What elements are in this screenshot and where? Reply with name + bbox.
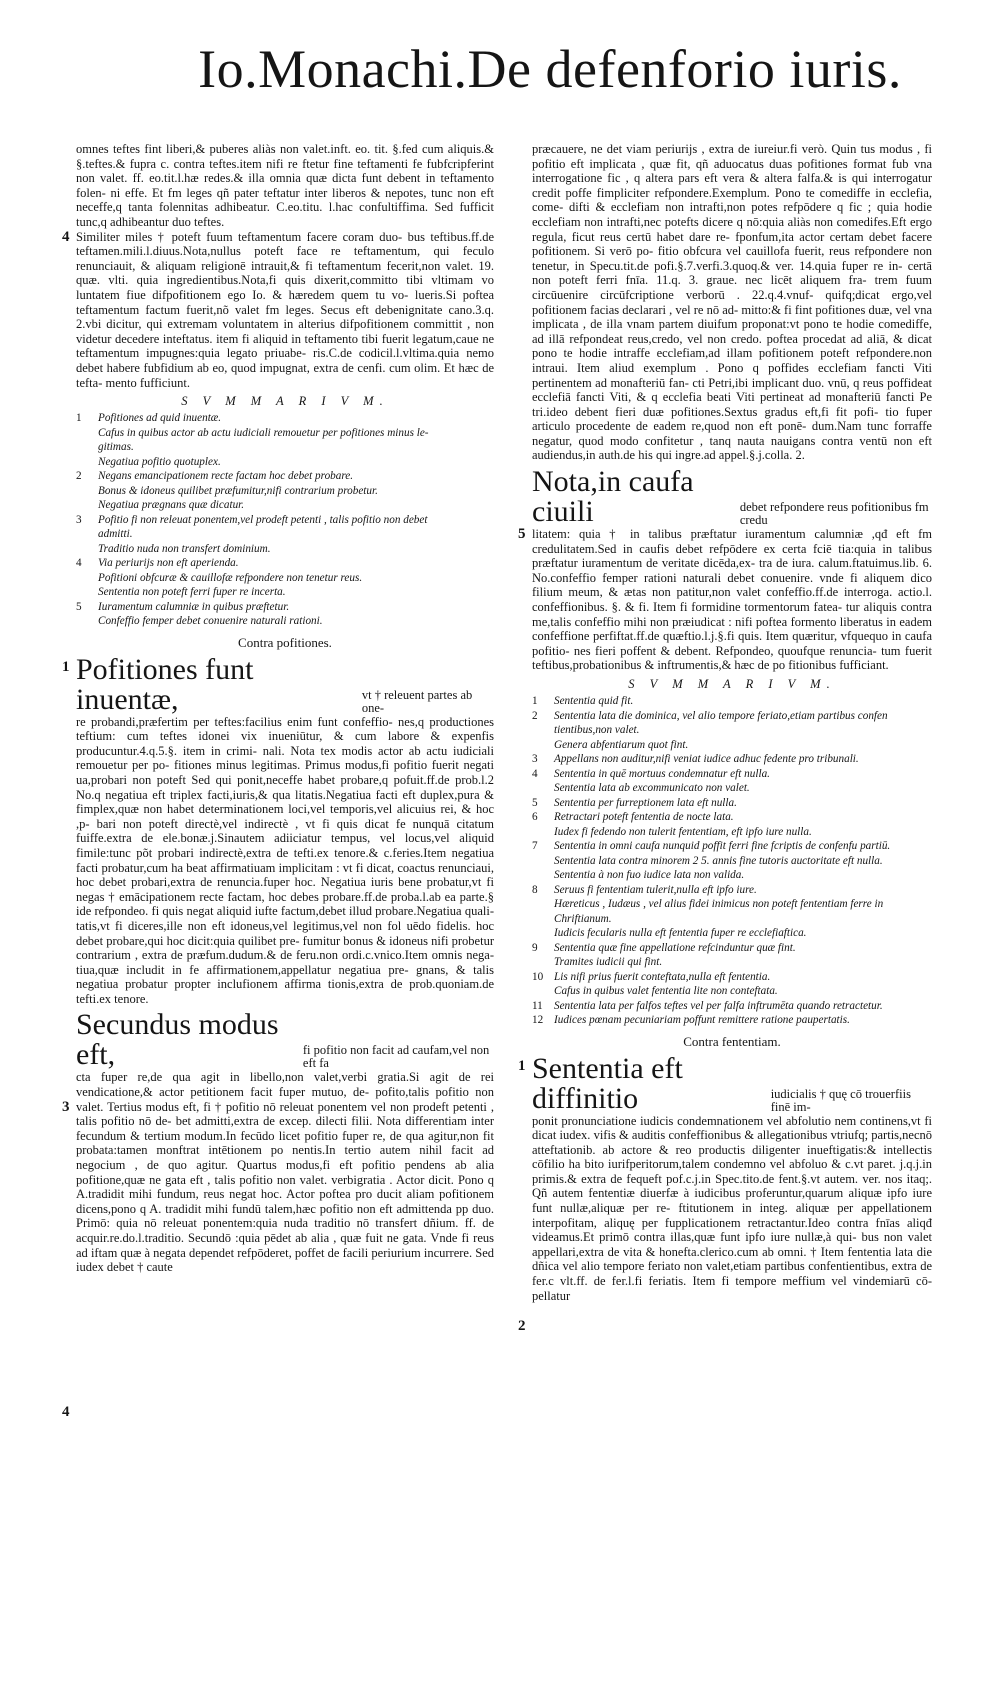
right-paragraph-1: præcauere, ne det viam periurijs , extra de iureiur.fi verò. Quin tus modus , fi pofitio eft implicata , quæ fit, qñ aduocatus duas pofitiones format fub vna interrogatione fic , q altera pars eft vera & altera falfa.& is qui interrogatur credit poffe fimpliciter refpondere.Exemplum. Pono te comediffe in ecclefia, come- difti & ecclefiam non intrafti,non potes refpōdere q fic ; quia hodie ecclefiam non intrafti,nec potefts dicere q nō:quia aliàs non comedifes.Eft ergo regula, ficut reus certū habet dare re- fponfum,ita actor certam debet facere pofitionem. Si verō po- fitio obfcura vel cauillofa fuerit, reus refpondere non tenetur, in Specu.tit.de pofi.§.7.verfi.3.quoq.& ver. 14.quia fuper re in- certā non poteft ferri fnīa. 11.q. 3. graue. nec licēt aliquem fra- trem fuum circūuenire circūfcriptione verborū . 22.q.4.vnuf- quifq;dicat ergo,vel pofitionem facias declarari , vel re nō ad- mitto:& fi fint pofitiones duæ, vel vna implicata , de illa vnam partem diuifum proponat:vt pono te hodie comediffe, ad illā refpondeat reus,credo, vel non credo. poftea procedat ad aliā, & dicat pono te hodie intraffe ecclefiam,ad illam pofitionem poteft refpondere.non intraui. Item aliud exemplum . Pono q poffides ecclefiam fancti Viti pertinentem ad monafteriū fan- cti Petri,ibi implicant duo. vnū, q reus poffideat ecclefiā fancti Viti, & q ecclefia beati Viti pertineat ad monafteriū fancti Pe tri.ideo debent fieri duæ pofitiones.Sextus gradus eft,fi fit pofi- tio fuper articulo procedente de eadem re,quod non eft ponē- dum.Nam tunc forraffe negatur, quod modo confitetur , tanq nauta nauigans contra ventū non eft audiendus,in auth.de his qui ingre.ad appel.§.j.colla. 2. bbox=[532, 142, 932, 463]
list-item: 2 Negans emancipationem recte factam hoc debet probare. bbox=[76, 470, 354, 483]
list-item: Sententia à non fuo iudice lata non valida. bbox=[554, 869, 745, 881]
margin-number: 5 bbox=[518, 526, 526, 543]
heading-side-text: vt † releuent partes ab one- bbox=[361, 687, 473, 715]
list-item: Iudicis fecularis nulla eft fententia fuper re ecclefiaftica. bbox=[554, 927, 807, 939]
big-heading-secundus: Secundus modus eft, bbox=[76, 1008, 279, 1072]
list-item: Pofitioni obfcuræ & cauillofæ refpondere non tenetur reus. bbox=[98, 571, 363, 584]
list-item: Sententia lata contra minorem 2 5. annis fine tutoris auctoritate eft nulla. bbox=[554, 854, 883, 867]
list-item: 5 Sententia per furreptionem lata eft nulla. bbox=[532, 796, 737, 809]
margin-number: 3 bbox=[62, 1099, 70, 1116]
list-item: Bonus & idoneus quilibet præfumitur,nifi contrarium probetur. bbox=[98, 484, 378, 497]
list-item: 7 Sententia in omni caufa nunquid poffit ferri fine fcriptis de confenfu partiū. bbox=[532, 840, 891, 852]
left-paragraph-1: omnes teftes fint liberi,& puberes aliàs non valet.inft. eo. tit. §.fed cum aliquis.& §.teftes.& fupra c. contra teftes.item nifi re ftetur fine teftamenti fe fubfcripferint non valet. ff. eo.tit.l.hæ redes.& illa omnia quæ dicta funt debent in teftamento folen- ni effe. Et fm leges qñ pater teftatur inter liberos & nepotes, tunc non eft neceffe,q tanta folennitas adhibeatur. C.eo.titu. l.hac confultiffima. Sed fufficit tunc,q adhibeantur duo teftes. bbox=[76, 142, 494, 229]
list-item: Sententia non poteft ferri fuper re incerta. bbox=[98, 586, 286, 599]
list-item: Negatiua pofitio quotuplex. bbox=[98, 455, 221, 468]
list-item: Genera abfentiarum quot fint. bbox=[554, 738, 689, 751]
left-paragraph-4 bbox=[62, 1070, 494, 1421]
heading-side-text: fi pofitio non facit ad caufam,vel non eft fa bbox=[302, 1043, 490, 1071]
summarium-list-left bbox=[76, 411, 494, 629]
list-item: 3 Appellans non auditur,nifi veniat iudice adhuc fedente pro tribunali. bbox=[532, 753, 859, 765]
page-title: Io.Monachi.De defenforio iuris. bbox=[198, 39, 902, 99]
list-item: Cafus in quibus actor ab actu iudiciali remouetur per pofitiones minus le- bbox=[98, 426, 429, 439]
list-item: tientibus,non valet. bbox=[554, 724, 640, 736]
list-item: Sententia lata ab excommunicato non valet. bbox=[554, 782, 750, 794]
list-item: 8 Seruus fi fententiam tulerit,nulla eft ipfo iure. bbox=[532, 883, 757, 896]
list-item: 1 Sententia quid fit. bbox=[532, 695, 634, 707]
big-heading-positiones: Pofitiones funt inuentæ, bbox=[76, 652, 254, 716]
list-item: Iudex fi fedendo non tulerit fententiam, eft ipfo iure nulla. bbox=[554, 825, 812, 838]
list-item: 10 Lis nifi prius fuerit conteftata,nulla eft fententia. bbox=[532, 970, 771, 983]
right-column bbox=[518, 142, 932, 1682]
left-paragraph-2 bbox=[62, 228, 494, 391]
list-item: 6 Retractari poteft fententia de nocte lata. bbox=[532, 811, 734, 823]
big-initial-heading bbox=[76, 1010, 494, 1070]
list-item: admitti. bbox=[98, 528, 133, 541]
margin-number: 2 bbox=[518, 1317, 526, 1334]
list-item: Tramites iudicii qui fint. bbox=[554, 956, 663, 968]
summarium-heading-right: S V M M A R I V M. bbox=[628, 677, 836, 691]
right-paragraph-2 bbox=[518, 526, 932, 673]
section-heading-contra-sententiam: Contra fententiam. bbox=[683, 1033, 781, 1049]
right-paragraph-3-text: ponit pronunciatione iudicis condemnationem vel abfolutio nem continens,vt fi dicat iudex. vifis & auditis confeffionibus & allegationibus vtriufq; partis,necnō atteftationib. ab actore & reo productis diligenter inueftigatis:& intellectis cōfilio ha bito iurifperitorum,talem condemno vel abfoluo & c.vt paret. j.q.j.in primis.& extra de fequeft pof.c.j.in Spec.tito.de fent.§.vt autem. ver. nos itaq;. Qñ autem fententiæ diuerfæ à iudicibus proferuntur,quarum aliquæ ipfo iure funt nullæ,aliquæ per re- ftitutionem in integ. aliquæ per appellationem interpofitam, aliquę per fupplicationem retractantur.Ideo contra fnīas aliqđ videamus.Et primō contra illas,quæ funt ipfo iure nullæ,à qui- bus non valet appellari,extra de vita & honefta.clerico.cum ab omni. † Item fententia lata die dñica vel alio tempore feriato non valet,etiam partibus confentientibus, extra de fer.c vlt.ff. de fer.l.fi feriatis. Item fi tempore meffium vel vindemiarū cō- pellatur bbox=[532, 1113, 932, 1303]
margin-number: 4 bbox=[62, 1404, 70, 1421]
list-item: 1 Pofitiones ad quid inuentæ. bbox=[76, 412, 222, 425]
left-column bbox=[62, 142, 494, 1652]
list-item: Hæreticus , Iudæus , vel alius fidei inimicus non poteft fententiam ferre in bbox=[554, 898, 884, 910]
margin-number: 1 bbox=[62, 658, 70, 675]
right-paragraph-2-text: litatem: quia † in talibus præftatur iuramentum calumniæ ,qđ eft fm credulitatem.Sed in caufis debet refpōdere ex certa fciē tia:quia in talibus præftatur iuramentum de veritate dicēda,ex- tra de iura. calum.ftatuimus.lib. 6. No.confeffio femper rationi naturali debet conuenire. vnde fi aliquem dico filium meum, & ætas non patitur,non valet confeffio.ff.de interroga. actio.l. confeffionibus. §. & fi. Item fi formidine tormentorum fatea- tur aliquis contra me,talis confeffio mihi non præiudicat : nifi poftea formento liberatus in eadem confeffione perfiftat.ff.de quæftio.l.j.§.fi quis. Item quæritur, vfquequo in caufa pofitio- nes fieri poffent & debent. Refpondeo, quoufque renuncia- tum fuerit teftibus,probationibus & inftrumentis,& hæc de po fitionibus fufficiant. bbox=[532, 527, 932, 673]
summarium-list-right bbox=[532, 694, 932, 1028]
list-item: Traditio nuda non transfert dominium. bbox=[98, 542, 271, 555]
list-item: 3 Pofitio fi non releuat ponentem,vel prodeft petenti , talis pofitio non debet bbox=[76, 513, 428, 526]
heading-side-text: iudicialis † quę cō trouerfiis finē im- bbox=[770, 1086, 911, 1114]
list-item: Cafus in quibus valet fententia lite non conteftata. bbox=[554, 985, 778, 997]
list-item: Confeffio femper debet conuenire naturali rationi. bbox=[98, 615, 323, 628]
big-initial-heading bbox=[518, 1051, 932, 1115]
margin-number: 1 bbox=[518, 1057, 526, 1074]
big-heading-sententia: Sententia eft diffinitio bbox=[532, 1051, 683, 1115]
big-initial-heading bbox=[62, 652, 494, 716]
big-initial-heading bbox=[532, 467, 932, 527]
list-item: gitimas. bbox=[98, 441, 134, 454]
list-item: 5 Iuramentum calumniæ in quibus præftetur. bbox=[76, 600, 290, 613]
list-item: 2 Sententia lata die dominica, vel alio tempore feriato,etiam partibus confen bbox=[532, 709, 888, 722]
left-paragraph-4-text: cta fuper re,de qua agit in libello,non valet,verbi gratia.Si agit de rei vendicatione,& actor petitionem facit fuper mutuo, de- pofito,talis pofitio non valet. Tertius modus eft, fi † pofitio nō releuat ponentem vel non prodeft petenti , talis pofitio nō de- bet admitti,extra de excep. dilecti filii. Nota differentiam inter fecundum & tertium modum.In fecūdo licet pofitio fuper re, de qua agitur,non fit probata:tamen monftrat intētionem po nentis.In tertio autem nihil facit ad negocium , de quo agitur. Quartus modus,fi eft pofitio pendens ab alia pofitione,quæ ne gata eft , talis pofitio non valet. verbigratia . Actor dicit. Pono q A.tradidit mihi fundum, reus negat hoc. Actor poftea pro ducit aliam pofitionem dicens,pono q A. tradidit mihi fundū talem,hæc pofitio non eft admittenda pp duo. Primō: quia nō releuat ponentem:quia nuda traditio nō transfert dñium. ff. de acquir.re.do.l.traditio. Secundō :quia pēdet ab alia , quæ fuit ne gata. Vnde fi reus ad iftam quæ à negata dependet refpōderet, poffet de facili periurium incurrere. Sed iudex debet † caute bbox=[76, 1070, 494, 1275]
margin-number: 4 bbox=[62, 228, 70, 245]
list-item: 9 Sententia quæ fine appellatione refcinduntur quæ fint. bbox=[532, 941, 796, 954]
list-item: 12 Iudices pœnam pecuniariam poffunt remittere ratione paupertatis. bbox=[532, 1014, 850, 1026]
list-item: 11 Sententia lata per falfos teftes vel per falfa inftrumēta quando retractetur. bbox=[532, 999, 883, 1012]
list-item: Negatiua prægnans quæ dicatur. bbox=[98, 499, 245, 512]
list-item: 4 Sententia in quē mortuus condemnatur eft nulla. bbox=[532, 767, 770, 780]
left-paragraph-3: re probandi,præfertim per teftes:facilius enim funt confeffio- nes,q productiones teftium: cum teftes idonei vix inueniūtur, & cum labore & expenfis producuntur.4.q.5.§. item in crimi- nali. Nota tex modis actor ab actu iudiciali remouetur per po- fitiones minus legitimas. Primus modus,fi pofitio fuerit negati ua,probari non poteft Sed qui ponit,neceffe habet probare,q pofuit.ff.de prob.l.2 No.q negatiua eft triplex facti,iuris,& qua litatis.Negatiua facti eft duplex,pura & fimplex,quæ non habet determinationem loci,vel temporis,vel alicuius rei, & hoc ,p- bari non poteft directè,vel indirectè , vt fi quis dicat fe nunquā citatum fuiffe.extra de ele.bonæ.j.Sinautem adiiciatur tempus, vel locus,vel aliquid fimile:tunc põt probari indirectè,extra de tefti.ex tenore.& c.feries.Item negatiua facti probatur,cum ha beat affirmatiuam implicitam : vt fi dicat, coactus renunciaui, hoc debet probari,extra de renuncia.fuper hoc. Negatiua iuris bene probatur,vt fi negas † emācipationem recte factam, hoc debes probare.ff.de proba.l.ab ea parte.§ ide refpondeo. fi quis negat aliquid iufte factum,debet illud probare.Negatiua quali- tatis,vt fi diceres,ille non eft idoneus,vel legitimus,vel non fol uēdo fidelis. hoc debet probare,qui hoc dicit:quia quilibet pre- fumitur bonus & idoneus nifi probetur contrarium , extra de præfum.dudum.& de feru.non ordi.c.vnico.Item omnis nega- tiua,quæ includit in fe affirmationem,appellatur negatiua pre- gnans, & talis negatiua probatur propter inclufionem affirma tionis,extra de prob.quoniam.de tefti.ex tenore. bbox=[76, 714, 494, 1006]
big-heading-nota: Nota,in caufa ciuili bbox=[532, 465, 694, 529]
list-item: 4 Via periurijs non eft aperienda. bbox=[76, 557, 239, 570]
summarium-heading-left: S V M M A R I V M. bbox=[181, 394, 389, 409]
list-item: Chriftianum. bbox=[554, 912, 612, 925]
heading-side-text: debet refpondere reus pofitionibus fm credu bbox=[739, 500, 929, 528]
section-heading-contra-positiones: Contra pofitiones. bbox=[238, 634, 332, 650]
left-paragraph-2-text: Similiter miles † poteft fuum teftamentum facere coram duo- bus teftibus.ff.de teftamen.mili.l.diuus.Nota,nullus poteft face re teftamentum, qui feculo renunciauit, & aliquam religionē intrauit,& fi teftamentum fecerit,non valet. 19. quæ. vlti. quia ingredientibus.Nota,fi quis dixerit,committo tibi vltimam vo luntatem fiue difpofitionem ego Io. & hæredem quem tu vo- lueris.Si poftea teftamentum factum fuerit,nõ valet fm leges. Secus eft debenignitate cano.3.q. 2.vbi dicitur, qui extremam voluntatem in alterius difpofitionem committit , non videtur decedere inteftatus. item fi aliquid in teftamento tibi fuerit legatum,caue ne teftamentum impugnes:quia legato priuabe- ris.C.de codicil.l.vltima.quia nemo debet habere fubfidium ab eo, quod impugnat, extra de cenfi. cum olim. Et hæc de tefta- mento fufficiunt. bbox=[76, 229, 494, 390]
right-paragraph-3 bbox=[518, 1113, 932, 1334]
